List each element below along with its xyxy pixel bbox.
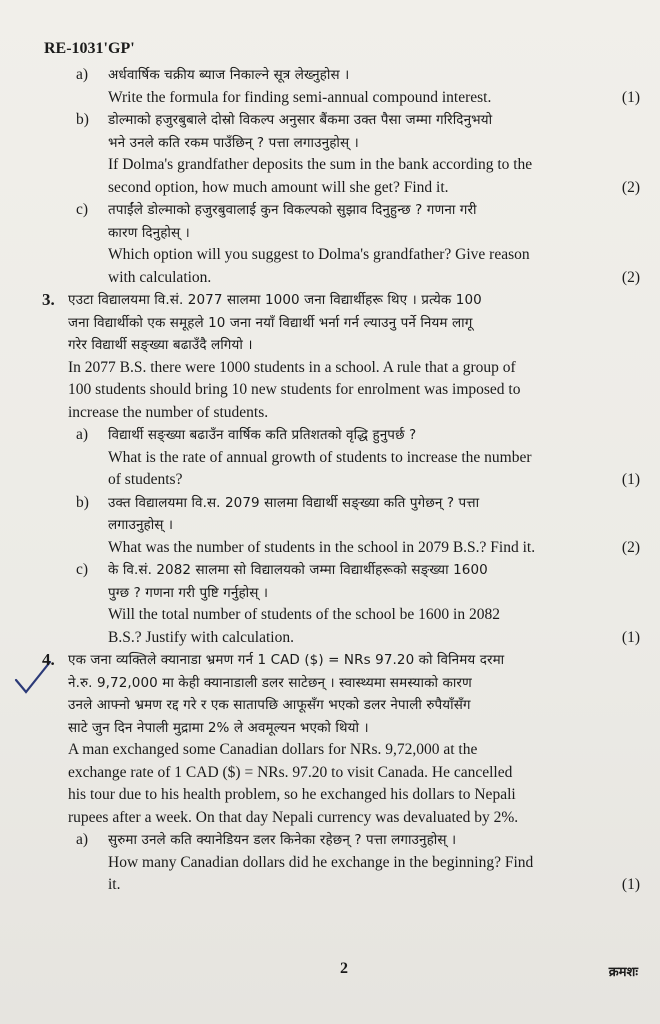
- nepali-text: तपाईंले डोल्माको हजुरबुवालाई कुन विकल्पको सुझाव दिनुहुन्छ ? गणना गरी: [108, 202, 477, 218]
- nepali-text: पुग्छ ? गणना गरी पुष्टि गर्नुहोस् ।: [108, 584, 269, 601]
- marks: (1): [621, 88, 640, 106]
- part-label: b): [76, 111, 89, 128]
- english-text: What was the number of students in the school in 2079 B.S.? Find it. (2): [108, 537, 640, 560]
- question-number: 4.: [42, 650, 55, 669]
- nepali-text: उक्त विद्यालयमा वि.स. 2079 सालमा विद्यार्थी सङ्ख्या कति पुगेछन् ? पत्ता: [108, 494, 480, 511]
- english-text: B.S.? Justify with calculation. (1): [108, 627, 640, 650]
- marks: (1): [621, 876, 640, 893]
- marks: (1): [621, 628, 640, 646]
- question-3c: [68, 559, 640, 649]
- english-text: it. (1): [108, 874, 640, 897]
- question-3b: [68, 492, 640, 560]
- question-4: [42, 649, 640, 829]
- nepali-text: गरेर विद्यार्थी सङ्ख्या बढाउँदै लगियो ।: [68, 337, 253, 353]
- question-content: [42, 64, 640, 897]
- part-label: a): [76, 66, 89, 83]
- english-text: What is the rate of annual growth of students to increase the number: [108, 448, 532, 466]
- nepali-text: लगाउनुहोस् ।: [108, 517, 174, 533]
- nepali-text: कारण दिनुहोस् ।: [108, 224, 190, 241]
- marks: (1): [621, 471, 640, 488]
- nepali-text: साटे जुन दिन नेपाली मुद्रामा 2% ले अवमूल्यन भएको थियो ।: [68, 719, 369, 736]
- english-text: How many Canadian dollars did he exchange in the beginning? Find: [108, 853, 534, 871]
- question-2c: [68, 199, 640, 289]
- nepali-text: के वि.सं. 2082 सालमा सो विद्यालयको जम्मा विद्यार्थीहरूको सङ्ख्या 1600: [108, 562, 488, 578]
- english-text: If Dolma's grandfather deposits the sum in the bank according to the: [108, 156, 533, 173]
- nepali-text: उनले आफ्नो भ्रमण रद्द गरे र एक सातापछि आफूसँग भएको डलर नेपाली रुपैयाँसँग: [68, 697, 471, 713]
- continued-label: क्रमशः: [608, 965, 638, 980]
- nepali-text: सुरुमा उनले कति क्यानेडियन डलर किनेका रहेछन् ? पत्ता लगाउनुहोस् ।: [108, 832, 457, 848]
- question-3a: [68, 424, 640, 492]
- english-text: Which option will you suggest to Dolma's grandfather? Give reason: [108, 246, 530, 263]
- question-4a: [68, 829, 640, 897]
- nepali-text: एक जना व्यक्तिले क्यानाडा भ्रमण गर्न 1 CAD ($) = NRs 97.20 को विनिमय दरमा: [68, 652, 505, 668]
- question-3: [42, 289, 640, 424]
- nepali-text: ने.रु. 9,72,000 मा केही क्यानाडाली डलर साटेछन् । स्वास्थ्यमा समस्याको कारण: [68, 674, 472, 691]
- english-text: second option, how much amount will she get? Find it. (2): [108, 177, 640, 200]
- english-text: with calculation. (2): [108, 267, 640, 290]
- question-number: 3.: [42, 290, 55, 309]
- part-label: a): [76, 831, 89, 848]
- part-label: b): [76, 493, 89, 511]
- marks: (2): [621, 268, 640, 286]
- english-text: A man exchanged some Canadian dollars for NRs. 9,72,000 at the: [68, 741, 478, 758]
- english-text: exchange rate of 1 CAD ($) = NRs. 97.20 to visit Canada. He cancelled: [68, 763, 513, 781]
- question-2b: [68, 109, 640, 199]
- english-text: of students? (1): [108, 469, 640, 492]
- nepali-text: एउटा विद्यालयमा वि.सं. 2077 सालमा 1000 जना विद्यार्थीहरू थिए । प्रत्येक 100: [68, 292, 482, 308]
- part-label: c): [76, 561, 89, 578]
- question-2a: [68, 64, 640, 109]
- english-text: 100 students should bring 10 new students for enrolment was imposed to: [68, 381, 521, 398]
- nepali-text: भने उनले कति रकम पाउँछिन् ? पत्ता लगाउनुहोस् ।: [108, 134, 359, 151]
- english-text: rupees after a week. On that day Nepali currency was devaluated by 2%.: [68, 808, 519, 826]
- english-text: Write the formula for finding semi-annual compound interest. (1): [108, 87, 640, 110]
- english-text: In 2077 B.S. there were 1000 students in a school. A rule that a group of: [68, 358, 516, 376]
- marks: (2): [621, 538, 640, 556]
- nepali-text: जना विद्यार्थीको एक समूहले 10 जना नयाँ विद्यार्थी भर्ना गर्न ल्याउनु पर्ने नियम लागू: [68, 314, 473, 331]
- english-text: Will the total number of students of the school be 1600 in 2082: [108, 606, 500, 623]
- nepali-text: अर्धवार्षिक चक्रीय ब्याज निकाल्ने सूत्र लेख्नुहोस ।: [108, 67, 350, 83]
- english-text: increase the number of students.: [68, 403, 269, 421]
- nepali-text: डोल्माको हजुरबुबाले दोस्रो विकल्प अनुसार बैंकमा उक्त पैसा जम्मा गरिदिनुभयो: [108, 112, 493, 128]
- part-label: a): [76, 426, 89, 443]
- part-label: c): [76, 201, 89, 218]
- marks: (2): [621, 178, 640, 196]
- paper-code: RE-1031'GP': [44, 40, 135, 57]
- nepali-text: विद्यार्थी सङ्ख्या बढाउँन वार्षिक कति प्रतिशतको वृद्धि हुनुपर्छ ?: [108, 427, 417, 443]
- page-number: 2: [340, 960, 348, 977]
- english-text: his tour due to his health problem, so he exchanged his dollars to Nepali: [68, 786, 516, 803]
